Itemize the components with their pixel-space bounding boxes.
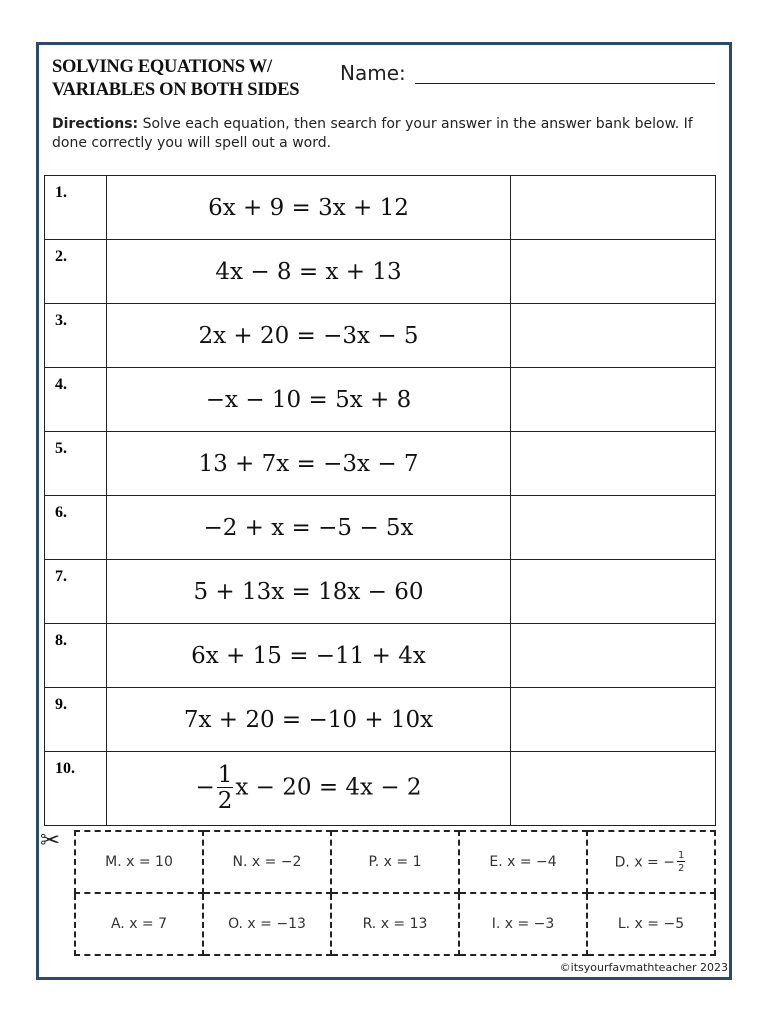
problem-equation	[107, 752, 511, 826]
scissors-icon: ✂	[40, 826, 61, 854]
problem-row	[45, 624, 716, 688]
answer-bank-item: O. x = −13	[203, 893, 331, 955]
problems-table	[44, 175, 716, 826]
problem-row	[45, 496, 716, 560]
fraction	[217, 764, 234, 813]
copyright-text: ©itsyourfavmathteacher 2023	[559, 961, 728, 974]
problem-number: 2.	[45, 240, 107, 304]
fraction-denominator: 2	[217, 788, 233, 814]
page-title	[52, 56, 322, 102]
fraction-numerator: 1	[677, 849, 685, 861]
problem-number: 4.	[45, 368, 107, 432]
problem-equation: 13 + 7x = −3x − 7	[107, 432, 511, 496]
directions-text: Solve each equation, then search for your answer in the answer bank below. If done correctly you will spell out a word.	[52, 116, 693, 151]
directions-label: Directions:	[52, 116, 139, 132]
problem-number: 6.	[45, 496, 107, 560]
answer-cell[interactable]	[511, 304, 716, 368]
problem-row	[45, 752, 716, 826]
problem-equation: 7x + 20 = −10 + 10x	[107, 688, 511, 752]
problem-equation: 6x + 15 = −11 + 4x	[107, 624, 511, 688]
problem-row	[45, 304, 716, 368]
equation-suffix: x − 20 = 4x − 2	[235, 774, 422, 801]
problem-equation: 6x + 9 = 3x + 12	[107, 176, 511, 240]
problem-row	[45, 240, 716, 304]
answer-cell[interactable]	[511, 432, 716, 496]
answer-cell[interactable]	[511, 560, 716, 624]
fraction-denominator: 2	[677, 862, 685, 874]
directions	[52, 115, 712, 153]
answer-bank-item: N. x = −2	[203, 831, 331, 893]
problem-equation: 4x − 8 = x + 13	[107, 240, 511, 304]
answer-cell[interactable]	[511, 176, 716, 240]
problem-equation: −2 + x = −5 − 5x	[107, 496, 511, 560]
answer-cell[interactable]	[511, 368, 716, 432]
title-line-2: VARIABLES ON BOTH SIDES	[52, 80, 300, 100]
answer-bank-item: L. x = −5	[587, 893, 715, 955]
answer-bank-d-prefix: D. x = −	[614, 854, 675, 870]
problem-number: 3.	[45, 304, 107, 368]
problem-equation: 2x + 20 = −3x − 5	[107, 304, 511, 368]
fraction-numerator: 1	[217, 762, 233, 788]
answer-cell[interactable]	[511, 624, 716, 688]
problem-row	[45, 432, 716, 496]
title-line-1: SOLVING EQUATIONS W/	[52, 57, 272, 77]
answer-bank-item	[587, 831, 715, 893]
name-label: Name:	[340, 61, 406, 85]
problem-number: 8.	[45, 624, 107, 688]
answer-bank-item: E. x = −4	[459, 831, 587, 893]
answer-bank-row	[75, 893, 715, 955]
problem-row	[45, 688, 716, 752]
problem-row	[45, 368, 716, 432]
answer-cell[interactable]	[511, 752, 716, 826]
answer-bank-item: A. x = 7	[75, 893, 203, 955]
problem-row	[45, 176, 716, 240]
answer-bank	[74, 830, 716, 956]
fraction	[677, 851, 685, 874]
problem-number: 10.	[45, 752, 107, 826]
problem-row	[45, 560, 716, 624]
problem-number: 7.	[45, 560, 107, 624]
equation-prefix: −	[195, 774, 215, 801]
answer-cell[interactable]	[511, 688, 716, 752]
answer-cell[interactable]	[511, 496, 716, 560]
problem-number: 5.	[45, 432, 107, 496]
answer-bank-item: M. x = 10	[75, 831, 203, 893]
answer-bank-row	[75, 831, 715, 893]
problem-number: 9.	[45, 688, 107, 752]
problem-number: 1.	[45, 176, 107, 240]
answer-bank-item: R. x = 13	[331, 893, 459, 955]
name-field[interactable]	[415, 83, 715, 84]
problem-equation: 5 + 13x = 18x − 60	[107, 560, 511, 624]
problem-equation: −x − 10 = 5x + 8	[107, 368, 511, 432]
answer-bank-item: I. x = −3	[459, 893, 587, 955]
answer-cell[interactable]	[511, 240, 716, 304]
answer-bank-item: P. x = 1	[331, 831, 459, 893]
